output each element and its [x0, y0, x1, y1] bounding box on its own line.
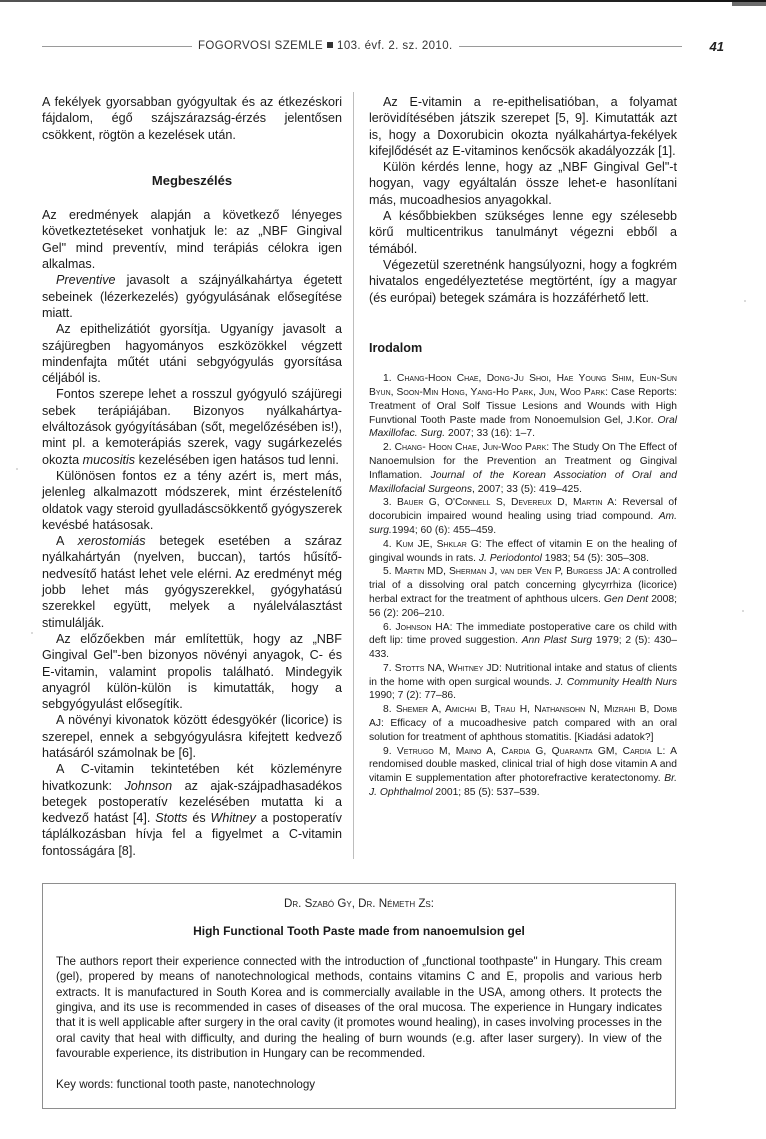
text-run: Az előzőekben már említettük, hogy az „NBF Gingival Gel"-ben bizonyos növényi anyagok, C- és E-vitamin, valamint propolis található. Mindegyik anyagról külön-külön is kimutatták, hogy a sebgyógyulást elősegítik. — [42, 631, 342, 712]
discussion-paragraphs — [42, 207, 342, 761]
reference-number: 2. — [383, 442, 395, 454]
page-number: 41 — [709, 38, 724, 54]
body-paragraph: Az E-vitamin a re-epithelisatióban, a folyamat lerövidítésében játszik szerepet [5, 9]. Kimutatták azt is, hogy a Doxorubicin okozta nyálkahártya-fekélyek kifejlődését az E-vitaminos kenőcsök akadályozzák [1]. — [369, 95, 677, 158]
text-run: és — [187, 811, 211, 826]
text-run: a postoperatív táplálkozásban hívja fel a figyelmet a C-vitamin fontosságára [8]. — [42, 811, 342, 858]
reference-item — [369, 745, 677, 800]
references-heading: Irodalom — [369, 340, 423, 355]
body-paragraph — [42, 321, 342, 386]
running-head-rule-left — [42, 46, 192, 47]
abstract-title: High Functional Tooth Paste made from nanoemulsion gel — [193, 924, 525, 939]
reference-journal: Gen Dent — [603, 593, 649, 605]
text-run: javasolt a szájnyálkahártya égetett sebeinek (lézerkezelés) gyógyulásának elősegítése miatt. — [42, 273, 342, 320]
reference-number: 5. — [383, 566, 395, 578]
references-list — [369, 372, 677, 800]
reference-number: 3. — [383, 497, 397, 509]
reference-title: : Nutritional intake and status of clients in the home with open surgical wounds. — [369, 662, 677, 688]
reference-journal: Ann Plast Surg — [521, 635, 593, 647]
body-paragraph — [42, 207, 342, 272]
italic-run: Preventive — [56, 273, 116, 288]
reference-citation: 2001; 85 (5): 537–539. — [432, 787, 540, 799]
reference-number: 7. — [383, 662, 395, 674]
reference-item — [369, 662, 677, 703]
reference-citation: 2008; 56 (2): 206–210. — [369, 593, 677, 619]
reference-journal: Journal of the Korean Association of Oral and Maxillofacial Surgeons — [369, 469, 677, 495]
reference-item — [369, 538, 677, 566]
reference-citation: 1994; 60 (6): 455–459. — [391, 524, 497, 536]
abstract-authors: Dr. Szabó Gy, Dr. Németh Zs: — [284, 897, 434, 910]
reference-title: : The immediate postoperative care os child with deft lip: time proved suggestion. — [369, 621, 677, 647]
reference-citation: 1979; 2 (5): 430–433. — [369, 635, 677, 661]
reference-authors: Kum JE, Shklar G — [395, 538, 479, 550]
abstract-body: The authors report their experience connected with the introduction of „functional toothpaste" in Hungary. This cream (gel), propered by means of nanotechnological methods, contains vitamins C and E, propolis and various herb extracts. It is manufactured in South Korea and is commercially available in the USA, among others. It protects the gingiva, and its use is recommended in cases of diseases of the oral mucosa. The experience in Hungary indicates that it is well applicable after surgery in the oral cavity (it promotes wound healing), in cases involving processes in the oral cavity that heal with difficulty, and during the healing of burn wounds (e.g. after laser surgery). In view of the favourable experience, its distribution in Hungary can be recommended. — [56, 954, 662, 1061]
italic-run: Stotts — [155, 811, 188, 826]
reference-number: 4. — [383, 538, 396, 550]
body-paragraph — [42, 712, 342, 761]
text-run: Fontos szerepe lehet a rosszul gyógyuló szájüregi sebek terápiájában. Bizonyos nyálkahártya-elváltozások gyógyításában (sőt, megelőzésében is!), mint pl. a kemoterápiás szerek, vagy sugárkezelés okozta — [42, 387, 342, 467]
right-column — [369, 94, 677, 800]
body-paragraph — [42, 468, 342, 533]
reference-item — [369, 565, 677, 620]
issue-info: 103. évf. 2. sz. 2010. — [337, 40, 453, 52]
italic-run: Johnson — [124, 778, 173, 793]
running-head-rule-right — [459, 46, 682, 47]
reference-journal: Oral Maxillofac. Surg. — [369, 414, 677, 440]
square-bullet-icon — [327, 42, 333, 48]
text-run: Az epithelizátiót gyorsítja. Ugyanígy javasolt a szájüregben hagyományos eszközökkel végzett mindenfajta műtét utáni sebgyógyulás gyorsítása céljából is. — [42, 322, 342, 386]
reference-number: 8. — [383, 704, 396, 716]
two-column-body — [42, 94, 680, 859]
english-abstract-box — [42, 883, 676, 1109]
scan-edge — [0, 0, 766, 2]
reference-title: : A controlled trial of a dissolving oral patch concerning glycyrrhiza (licorice) herbal extract for the treatment of aphthous ulcers. — [369, 566, 677, 605]
body-paragraph: A későbbiekben szükséges lenne egy szélesebb körű multicentrikus tanulmányt végezni ebből a témából. — [369, 209, 677, 256]
reference-journal: J. Community Health Nurs — [555, 676, 677, 688]
running-head-text — [198, 40, 453, 52]
reference-authors: Johnson HA — [395, 621, 450, 633]
reference-item — [369, 372, 677, 441]
reference-authors: Stotts NA, Whitney JD — [394, 662, 499, 674]
text-run: A — [56, 534, 78, 549]
text-run: A növényi kivonatok között édesgyökér (licorice) is szerepel, ennek a sebgyógyulásra kifejtett kedvező hatásáról számolnak be [6]. — [42, 713, 342, 760]
reference-title: : The Study On The Effect of Nanoemulsion for the Prevention an Treatment og Gingival Inflamation. — [369, 442, 677, 481]
scan-speck — [742, 610, 744, 612]
reference-authors: Vetrugo M, Maino A, Cardia G, Quaranta GM, Cardia L — [396, 745, 663, 757]
scan-speck — [16, 468, 18, 470]
text-run: betegek esetében a száraz nyálkahártyán (nyelven, buccan), tartós hűsítő-nedvesítő hatást lehet vele elérni. Az eredményt még jobb lehet más gyógyszerekkel, gyógyhatású szerekkel együtt, melyek a nyálelválasztást stimulálják. — [42, 534, 342, 630]
conclusion-paragraphs — [369, 94, 677, 306]
reference-item — [369, 496, 677, 537]
body-paragraph — [42, 272, 342, 321]
body-paragraph: Végezetül szeretnénk hangsúlyozni, hogy a fogkrém hivatalos engedélyeztetése megtörtént, így a magyar (és európai) betegek számára is hozzáférhető lett. — [369, 257, 677, 305]
reference-citation: 1983; 54 (5): 305–308. — [541, 552, 649, 564]
text-run: A C-vitamin tekintetében két közleményre hivatkozunk: — [42, 762, 342, 793]
text-run: Különösen fontos ez a tény azért is, mert más, jelenleg alkalmazott módszerek, mint érzéstelenítő oldatok vagy steroid gyulladáscsökkentő gyógyszerek kevésbé hatásosak. — [42, 468, 342, 532]
reference-item — [369, 441, 677, 496]
text-run: kezelésében igen hatásos tud lenni. — [135, 452, 339, 467]
italic-run: mucositis — [82, 452, 136, 467]
reference-item — [369, 703, 677, 744]
reference-authors: Shemer A, Amichai B, Trau H, Nathansohn N, Mizrahi B, Domb AJ — [369, 704, 677, 730]
reference-citation: 1990; 7 (2): 77–86. — [369, 690, 457, 702]
reference-title: : A rendomised double masked, clinical trial of high dose vitamin A and vitamin E supplementation after photorefractive keratectonomy. — [369, 745, 677, 785]
reference-number: 9. — [383, 745, 397, 757]
paragraph-vitamin-c — [42, 761, 342, 859]
intro-paragraph: A fekélyek gyorsabban gyógyultak és az étkezéskori fájdalom, égő szájszárazság-érzés jelentősen csökkent, rögtön a kezelések után. — [42, 95, 342, 142]
reference-number: 1. — [383, 373, 397, 385]
reference-number: 6. — [383, 621, 396, 633]
reference-authors: Chang-Hoon Chae, Dong-Ju Shoi, Hae Young Shim, Eun-Sun Byun, Soon-Min Hong, Yang-Ho Park, Jun, Woo Park — [369, 373, 677, 398]
text-run: az ajak-szájpadhasadékos betegek postoperatív kezelésében mutatta ki a kedvező hatást [4]. — [42, 778, 342, 826]
left-column — [42, 94, 342, 859]
reference-authors: Bauer G, O'Connell S, Devereux D, Martin A — [397, 497, 615, 509]
reference-citation: , 2007; 33 (5): 419–425. — [472, 483, 582, 495]
reference-citation: 2007; 33 (16): 1–7. — [445, 428, 536, 440]
body-paragraph — [42, 631, 342, 712]
reference-title: : Reversal of docorubicin impaired wound healing using triad compound. — [369, 497, 677, 523]
reference-title: : Efficacy of a mucoadhesive patch compared with an oral solution for treatment of aphthous stomatitis. [Kiadási adatok?] — [369, 718, 677, 743]
text-run: Az eredmények alapján a következő lényeges következtetéseket vonhatjuk le: az „NBF Gingival Gel" mind preventív, mind terápiás célokra igen alkalmas. — [42, 208, 342, 272]
abstract-keywords: Key words: functional tooth paste, nanotechnology — [56, 1077, 316, 1091]
reference-authors: Martin MD, Sherman J, van der Ven P, Burgess JA — [394, 566, 618, 578]
body-paragraph — [42, 386, 342, 467]
reference-journal: Br. J. Ophthalmol — [369, 773, 677, 799]
italic-run: Whitney — [210, 811, 256, 826]
reference-journal: J. Periodontol — [478, 552, 542, 564]
reference-title: : Case Reports: Treatment of Oral Solf Tissue Lesions and Wounds with High Funvtional Tooth Paste made from Nonoemulsion Gel, J.Kor. — [369, 386, 677, 426]
scan-edge-corner — [732, 2, 766, 6]
reference-item — [369, 621, 677, 662]
journal-name: FOGORVOSI SZEMLE — [198, 40, 324, 52]
running-head — [42, 36, 724, 56]
body-paragraph: Külön kérdés lenne, hogy az „NBF Gingival Gel"-t hogyan, vagy egyáltalán össze lehet-e hasonlítani más, mucoadhesios anyagokkal. — [369, 160, 677, 207]
column-divider — [353, 92, 354, 859]
italic-run: xerostomiás — [77, 534, 146, 549]
body-paragraph — [42, 533, 342, 631]
reference-authors: Chang- Hoon Chae, Jun-Woo Park — [394, 442, 547, 454]
scan-speck — [744, 300, 746, 302]
reference-title: : The effect of vitamin E on the healing of gingival wounds in rats. — [369, 538, 677, 564]
section-heading: Megbeszélés — [151, 172, 233, 188]
reference-journal: Am. surg. — [369, 511, 677, 536]
scan-speck — [31, 632, 33, 634]
